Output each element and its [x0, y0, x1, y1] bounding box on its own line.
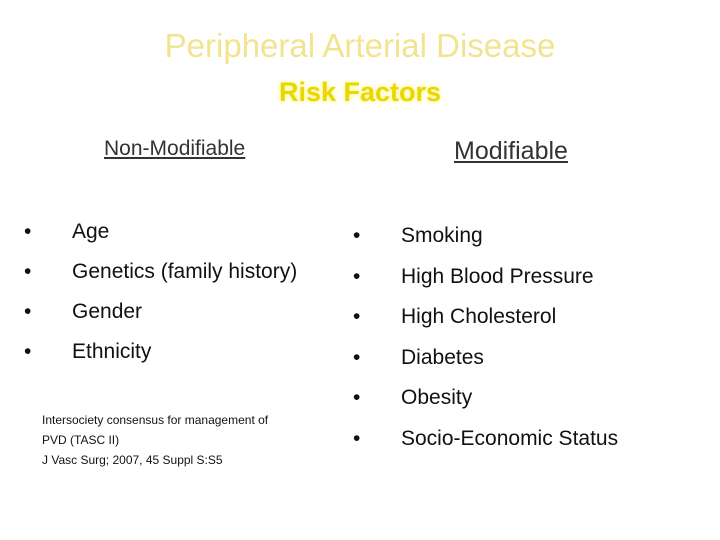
list-item	[353, 216, 618, 257]
bullet-icon: •	[353, 426, 361, 450]
list-item-text: Gender	[72, 300, 143, 323]
list-item	[24, 292, 297, 332]
list-item-text: Age	[72, 220, 110, 243]
list-item	[353, 257, 618, 298]
bullet-icon: •	[353, 264, 361, 288]
bullet-icon: •	[24, 340, 32, 363]
list-item-text: Obesity	[401, 386, 473, 409]
citation	[42, 410, 352, 470]
list-item	[353, 378, 618, 419]
non-modifiable-heading: Non-Modifiable	[104, 137, 246, 160]
slide-title: Peripheral Arterial Disease	[164, 27, 556, 64]
bullet-icon: •	[353, 224, 361, 247]
bullet-icon: •	[353, 305, 361, 328]
list-item	[353, 419, 618, 460]
list-item-text: High Cholesterol	[401, 305, 557, 328]
bullet-icon: •	[24, 300, 32, 323]
list-item	[24, 332, 297, 372]
non-modifiable-list	[24, 212, 297, 372]
list-item-text: Socio-Economic Status	[401, 426, 619, 450]
list-item	[353, 338, 618, 379]
bullet-icon: •	[353, 386, 361, 409]
citation-line: J Vasc Surg; 2007, 45 Suppl S:S5	[42, 453, 223, 467]
bullet-icon: •	[24, 260, 32, 283]
citation-line: PVD (TASC II)	[42, 433, 120, 447]
list-item-text: Smoking	[401, 224, 483, 247]
list-item	[353, 297, 618, 338]
slide-subtitle: Risk Factors	[278, 77, 442, 107]
list-item-text: Ethnicity	[72, 340, 152, 363]
bullet-icon: •	[24, 220, 32, 243]
list-item-text: Genetics (family history)	[72, 260, 298, 283]
list-item	[24, 252, 297, 292]
modifiable-heading: Modifiable	[454, 137, 568, 165]
modifiable-list	[353, 216, 618, 459]
list-item	[24, 212, 297, 252]
citation-line: Intersociety consensus for management of	[42, 413, 269, 427]
bullet-icon: •	[353, 345, 361, 369]
list-item-text: High Blood Pressure	[401, 264, 594, 288]
list-item-text: Diabetes	[401, 345, 484, 369]
